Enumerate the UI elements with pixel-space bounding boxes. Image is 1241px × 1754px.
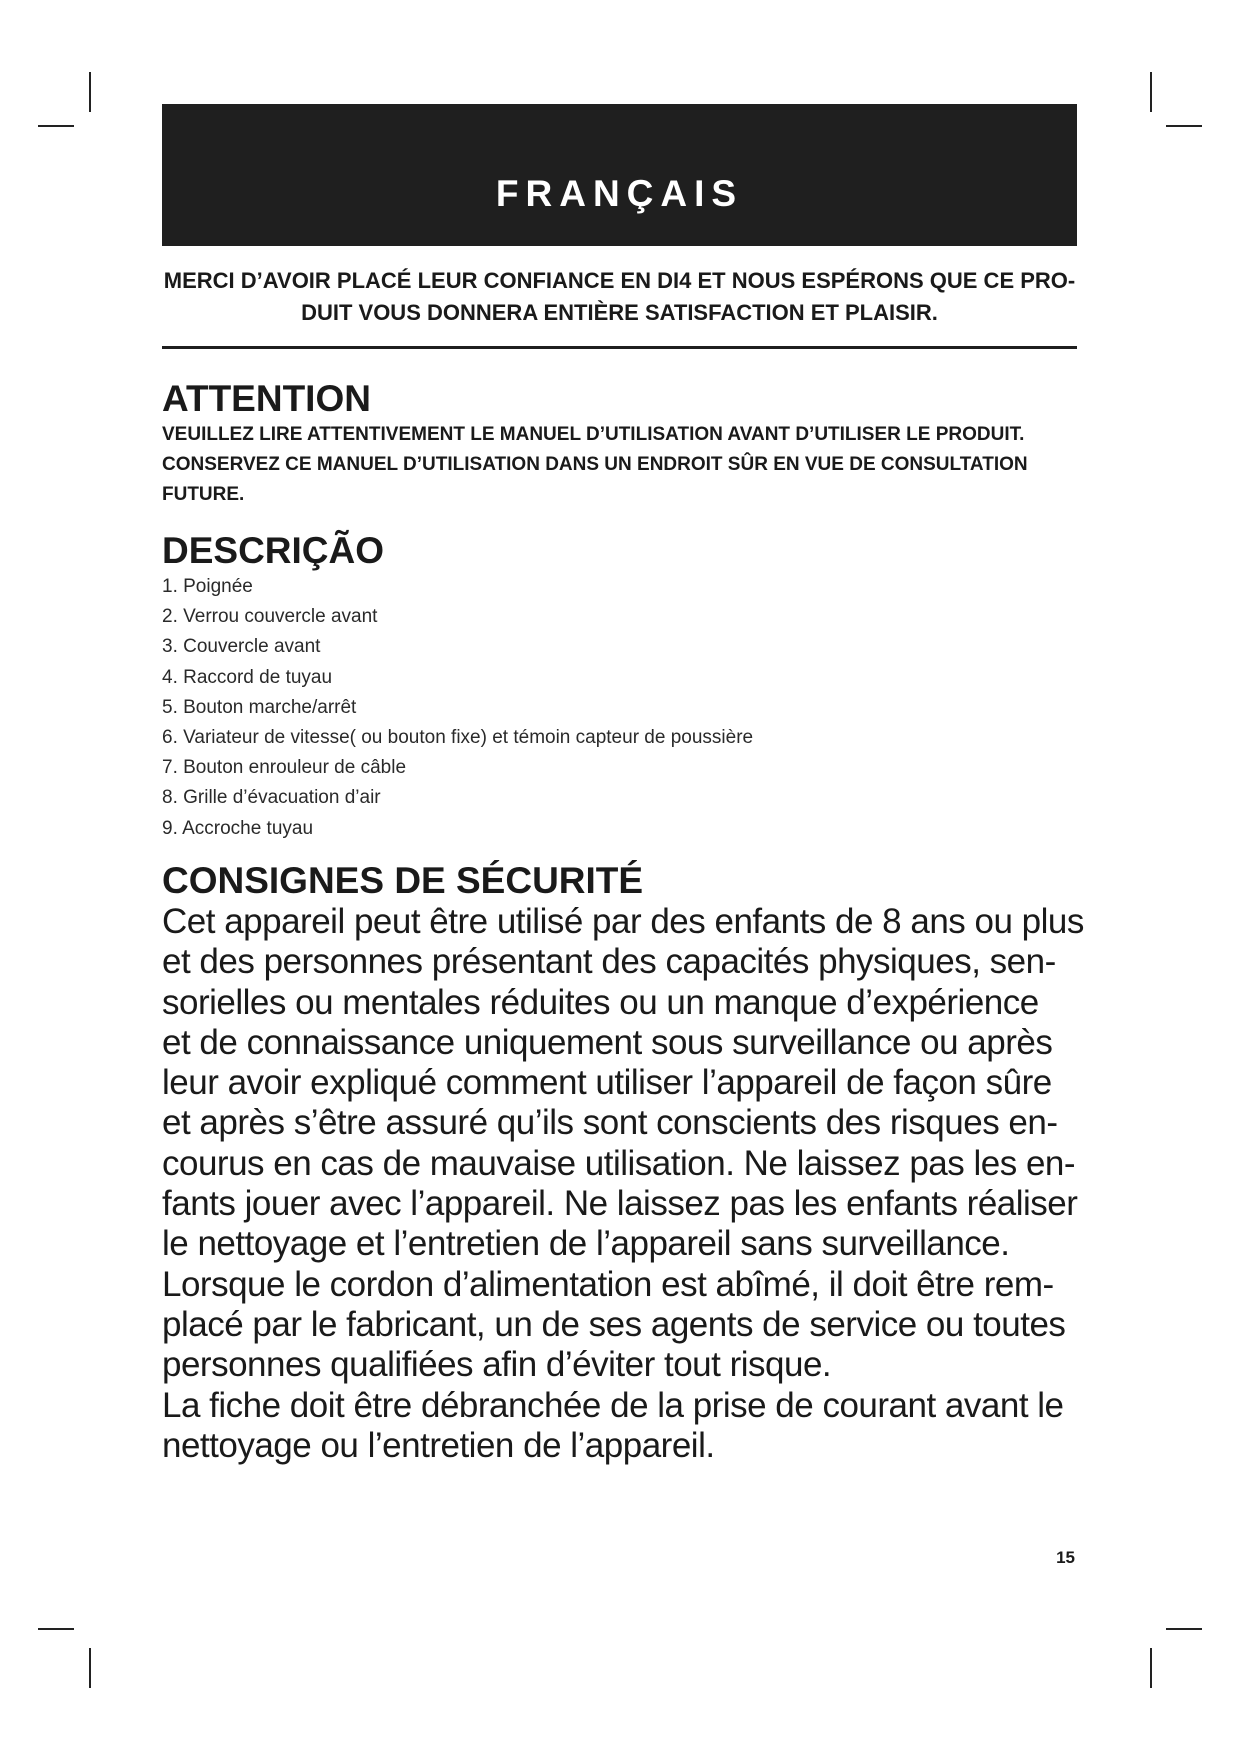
- safety-line: courus en cas de mauvaise utilisation. Ne laissez pas les en-: [162, 1143, 1076, 1183]
- language-title: FRANÇAIS: [495, 173, 744, 214]
- crop-mark-top-left-vertical: [89, 72, 91, 112]
- crop-mark-bottom-right-vertical: [1150, 1648, 1152, 1688]
- crop-mark-bottom-right-horizontal: [1166, 1628, 1202, 1630]
- safety-line: leur avoir expliqué comment utiliser l’appareil de façon sûre: [162, 1063, 1052, 1103]
- list-item: 6. Variateur de vitesse( ou bouton fixe) et témoin capteur de poussière: [162, 727, 754, 749]
- safety-line: et après s’être assuré qu’ils sont conscients des risques en-: [162, 1103, 1058, 1143]
- safety-line: La fiche doit être débranchée de la prise de courant avant le: [162, 1385, 1064, 1425]
- safety-line: et des personnes présentant des capacités physiques, sen-: [162, 942, 1056, 982]
- safety-line: personnes qualifiées afin d’éviter tout risque.: [162, 1345, 832, 1385]
- crop-mark-top-right-horizontal: [1166, 125, 1202, 127]
- section-divider: [162, 346, 1077, 349]
- crop-mark-top-left-horizontal: [38, 125, 74, 127]
- list-item: 4. Raccord de tuyau: [162, 666, 333, 688]
- list-item: 2. Verrou couvercle avant: [162, 606, 378, 628]
- crop-mark-bottom-left-vertical: [89, 1648, 91, 1688]
- list-item: 3. Couvercle avant: [162, 636, 321, 658]
- safety-line: et de connaissance uniquement sous surveillance ou après: [162, 1022, 1053, 1062]
- list-item: 5. Bouton marche/arrêt: [162, 696, 357, 718]
- safety-line: placé par le fabricant, un de ses agents de service ou toutes: [162, 1304, 1066, 1344]
- language-header-band: [162, 104, 1077, 246]
- list-item: 7. Bouton enrouleur de câble: [162, 757, 407, 779]
- intro-message: [162, 265, 1077, 329]
- intro-line-2: DUIT VOUS DONNERA ENTIÈRE SATISFACTION ET PLAISIR.: [301, 300, 938, 325]
- attention-text: [162, 420, 1092, 510]
- description-heading: DESCRIÇÃO: [162, 530, 385, 571]
- attention-heading: ATTENTION: [162, 378, 371, 419]
- list-item: 1. Poignée: [162, 576, 253, 597]
- safety-line: nettoyage ou l’entretien de l’appareil.: [162, 1425, 715, 1465]
- safety-line: fants jouer avec l’appareil. Ne laissez pas les enfants réaliser: [162, 1184, 1078, 1224]
- list-item: 9. Accroche tuyau: [162, 817, 314, 839]
- crop-mark-bottom-left-horizontal: [38, 1628, 74, 1630]
- safety-line: sorielles ou mentales réduites ou un manque d’expérience: [162, 982, 1039, 1022]
- attention-line-3: FUTURE.: [162, 484, 245, 505]
- attention-line-1: VEUILLEZ LIRE ATTENTIVEMENT LE MANUEL D’UTILISATION AVANT D’UTILISER LE PRODUIT.: [162, 424, 1025, 445]
- safety-heading: CONSIGNES DE SÉCURITÉ: [162, 860, 644, 901]
- safety-line: le nettoyage et l’entretien de l’appareil sans surveillance.: [162, 1224, 1010, 1264]
- page-number: 15: [1056, 1548, 1075, 1567]
- description-list: [162, 572, 753, 844]
- attention-line-2: CONSERVEZ CE MANUEL D’UTILISATION DANS UN ENDROIT SÛR EN VUE DE CONSULTATION: [162, 454, 1028, 475]
- safety-text: [162, 902, 1087, 1466]
- safety-line: Cet appareil peut être utilisé par des enfants de 8 ans ou plus: [162, 902, 1084, 941]
- list-item: 8. Grille d’évacuation d’air: [162, 787, 381, 809]
- intro-line-1: MERCI D’AVOIR PLACÉ LEUR CONFIANCE EN DI4 ET NOUS ESPÉRONS QUE CE PRO-: [163, 268, 1076, 293]
- crop-mark-top-right-vertical: [1150, 72, 1152, 112]
- safety-line: Lorsque le cordon d’alimentation est abîmé, il doit être rem-: [162, 1264, 1054, 1304]
